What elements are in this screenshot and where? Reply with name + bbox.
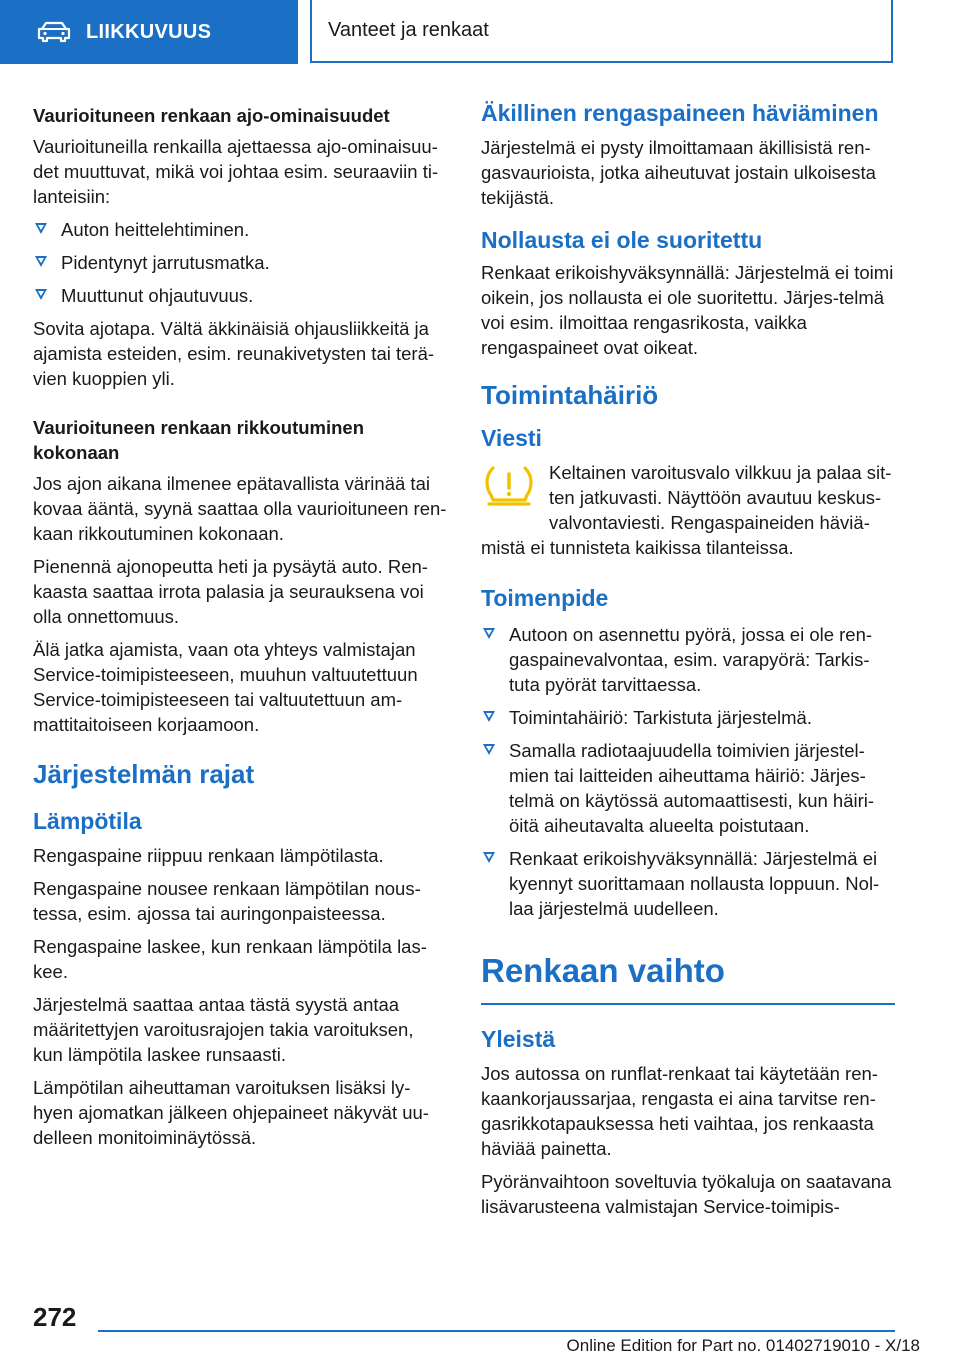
paragraph: Keltainen varoitusvalo vilkkuu ja palaa sit-ten jatkuvasti. Näyttöön avautuu keskus-valvontaviesti. Rengaspaineiden häviä-mistä ei tunnisteta kaikissa tilanteissa. <box>481 462 892 558</box>
paragraph: Sovita ajotapa. Vältä äkkinäisiä ohjausliikkeitä ja ajamista esteiden, esim. reunakivetysten tai terä-vien kuoppien yli. <box>33 318 435 389</box>
paragraph: Järjestelmä ei pysty ilmoittamaan äkillisistä ren-gasvaurioista, jotka aiheutuvat jostain ulkoisesta tekijästä. <box>481 137 876 208</box>
heading-action: Toimenpide <box>481 585 609 611</box>
paragraph: Jos ajon aikana ilmenee epätavallista värinää tai kovaa ääntä, syynä saattaa olla vaurioituneen ren-kaan rikkoutuminen kokonaan. <box>33 473 447 544</box>
list-item <box>33 283 447 308</box>
list-item <box>481 622 895 697</box>
page-topic-tab <box>310 0 893 63</box>
bullet-list <box>33 217 447 308</box>
chapter-heading-tire-change: Renkaan vaihto <box>481 951 895 1005</box>
section-label: LIIKKUVUUS <box>86 20 212 43</box>
paragraph: Jos autossa on runflat-renkaat tai käytetään ren-kaankorjaussarjaa, rengasta ei aina tarvitse ren-gasrikkotapauksessa heti vaihtaa, jos renkaasta häviää painetta. <box>481 1063 878 1159</box>
heading-sudden-pressure-loss: Äkillinen rengaspaineen häviäminen <box>481 100 879 126</box>
triangle-bullet-icon <box>483 711 495 722</box>
heading-tire-failure: Vaurioituneen renkaan rikkoutuminen kokonaan <box>33 417 365 463</box>
list-item-text: Samalla radiotaajuudella toimivien järjestel-mien tai laitteiden aiheuttama häiriö: Järjes-telmä on käytössä automaattisesti, kun häiri-öitä aiheutavalta alueelta poistutaan. <box>509 740 875 836</box>
paragraph: Järjestelmä saattaa antaa tästä syystä antaa määritettyjen varoitusrajojen takia varoituksen, kun lämpötila laskee runsaasti. <box>33 994 414 1065</box>
list-item <box>481 705 895 730</box>
heading-general: Yleistä <box>481 1026 556 1052</box>
paragraph: Pyöränvaihtoon soveltuvia työkaluja on saatavana lisävarusteena valmistajan Service-toimipis- <box>481 1171 892 1217</box>
bullet-list <box>481 622 895 921</box>
page-number: 272 <box>33 1302 77 1332</box>
list-item <box>481 738 895 838</box>
list-item-text: Auton heittelehtiminen. <box>61 219 250 240</box>
paragraph: Lämpötilan aiheuttaman varoituksen lisäksi ly-hyen ajomatkan jälkeen ohjepaineet näkyvät uu-delleen monitoiminäytössä. <box>33 1077 429 1148</box>
heading-reset-not-done: Nollausta ei ole suoritettu <box>481 227 763 253</box>
car-icon <box>36 21 72 43</box>
warning-message-block <box>481 460 895 560</box>
right-column <box>481 100 895 1227</box>
list-item <box>481 846 895 921</box>
page-topic: Vanteet ja renkaat <box>328 19 489 41</box>
heading-damaged-tire-handling: Vaurioituneen renkaan ajo-ominaisuudet <box>33 105 390 126</box>
list-item-text: Autoon on asennettu pyörä, jossa ei ole ren-gaspainevalvontaa, esim. varapyörä: Tarkis-tuta pyörät tarvittaessa. <box>509 624 873 695</box>
triangle-bullet-icon <box>35 289 47 300</box>
triangle-bullet-icon <box>483 852 495 863</box>
list-item <box>33 217 447 242</box>
paragraph: Rengaspaine laskee, kun renkaan lämpötila las-kee. <box>33 936 427 982</box>
list-item-text: Pidentynyt jarrutusmatka. <box>61 252 270 273</box>
footer-divider <box>98 1330 895 1332</box>
list-item-text: Toimintahäiriö: Tarkistuta järjestelmä. <box>509 707 812 728</box>
list-item <box>33 250 447 275</box>
section-tab <box>0 0 298 64</box>
paragraph: Älä jatka ajamista, vaan ota yhteys valmistajan Service-toimipisteeseen, muuhun valtuutettuun Service-toimipisteeseen tai valtuutettuun am-mattitaitoiseen korjaamoon. <box>33 639 418 735</box>
triangle-bullet-icon <box>483 744 495 755</box>
edition-note: Online Edition for Part no. 01402719010 - X/18 <box>566 1336 920 1355</box>
paragraph: Rengaspaine riippuu renkaan lämpötilasta. <box>33 845 384 866</box>
list-item-text: Renkaat erikoishyväksynnällä: Järjestelmä ei kyennyt suorittamaan nollausta loppuun. Nol-laa järjestelmä uudelleen. <box>509 848 880 919</box>
left-column <box>33 103 447 1158</box>
paragraph: Renkaat erikoishyväksynnällä: Järjestelmä ei toimi oikein, jos nollausta ei ole suoritettu. Järjes-telmä voi esim. ilmoittaa rengasrikosta, vaikka rengaspaineet ovat oikeat. <box>481 262 894 358</box>
list-item-text: Muuttunut ohjautuvuus. <box>61 285 254 306</box>
heading-malfunction: Toimintahäiriö <box>481 380 659 410</box>
triangle-bullet-icon <box>35 256 47 267</box>
heading-message: Viesti <box>481 425 542 451</box>
heading-temperature: Lämpötila <box>33 808 142 834</box>
heading-system-limits: Järjestelmän rajat <box>33 759 255 789</box>
paragraph: Pienennä ajonopeutta heti ja pysäytä auto. Ren-kaasta saattaa irrota palasia ja seurauksena voi olla onnettomuus. <box>33 556 428 627</box>
paragraph: Vaurioituneilla renkailla ajettaessa ajo-ominaisuu-det muuttuvat, mikä voi johtaa esim. seuraaviin ti-lanteisiin: <box>33 136 439 207</box>
tire-pressure-warning-icon <box>483 462 535 508</box>
triangle-bullet-icon <box>483 628 495 639</box>
triangle-bullet-icon <box>35 223 47 234</box>
paragraph: Rengaspaine nousee renkaan lämpötilan nous-tessa, esim. ajossa tai auringonpaisteessa. <box>33 878 421 924</box>
